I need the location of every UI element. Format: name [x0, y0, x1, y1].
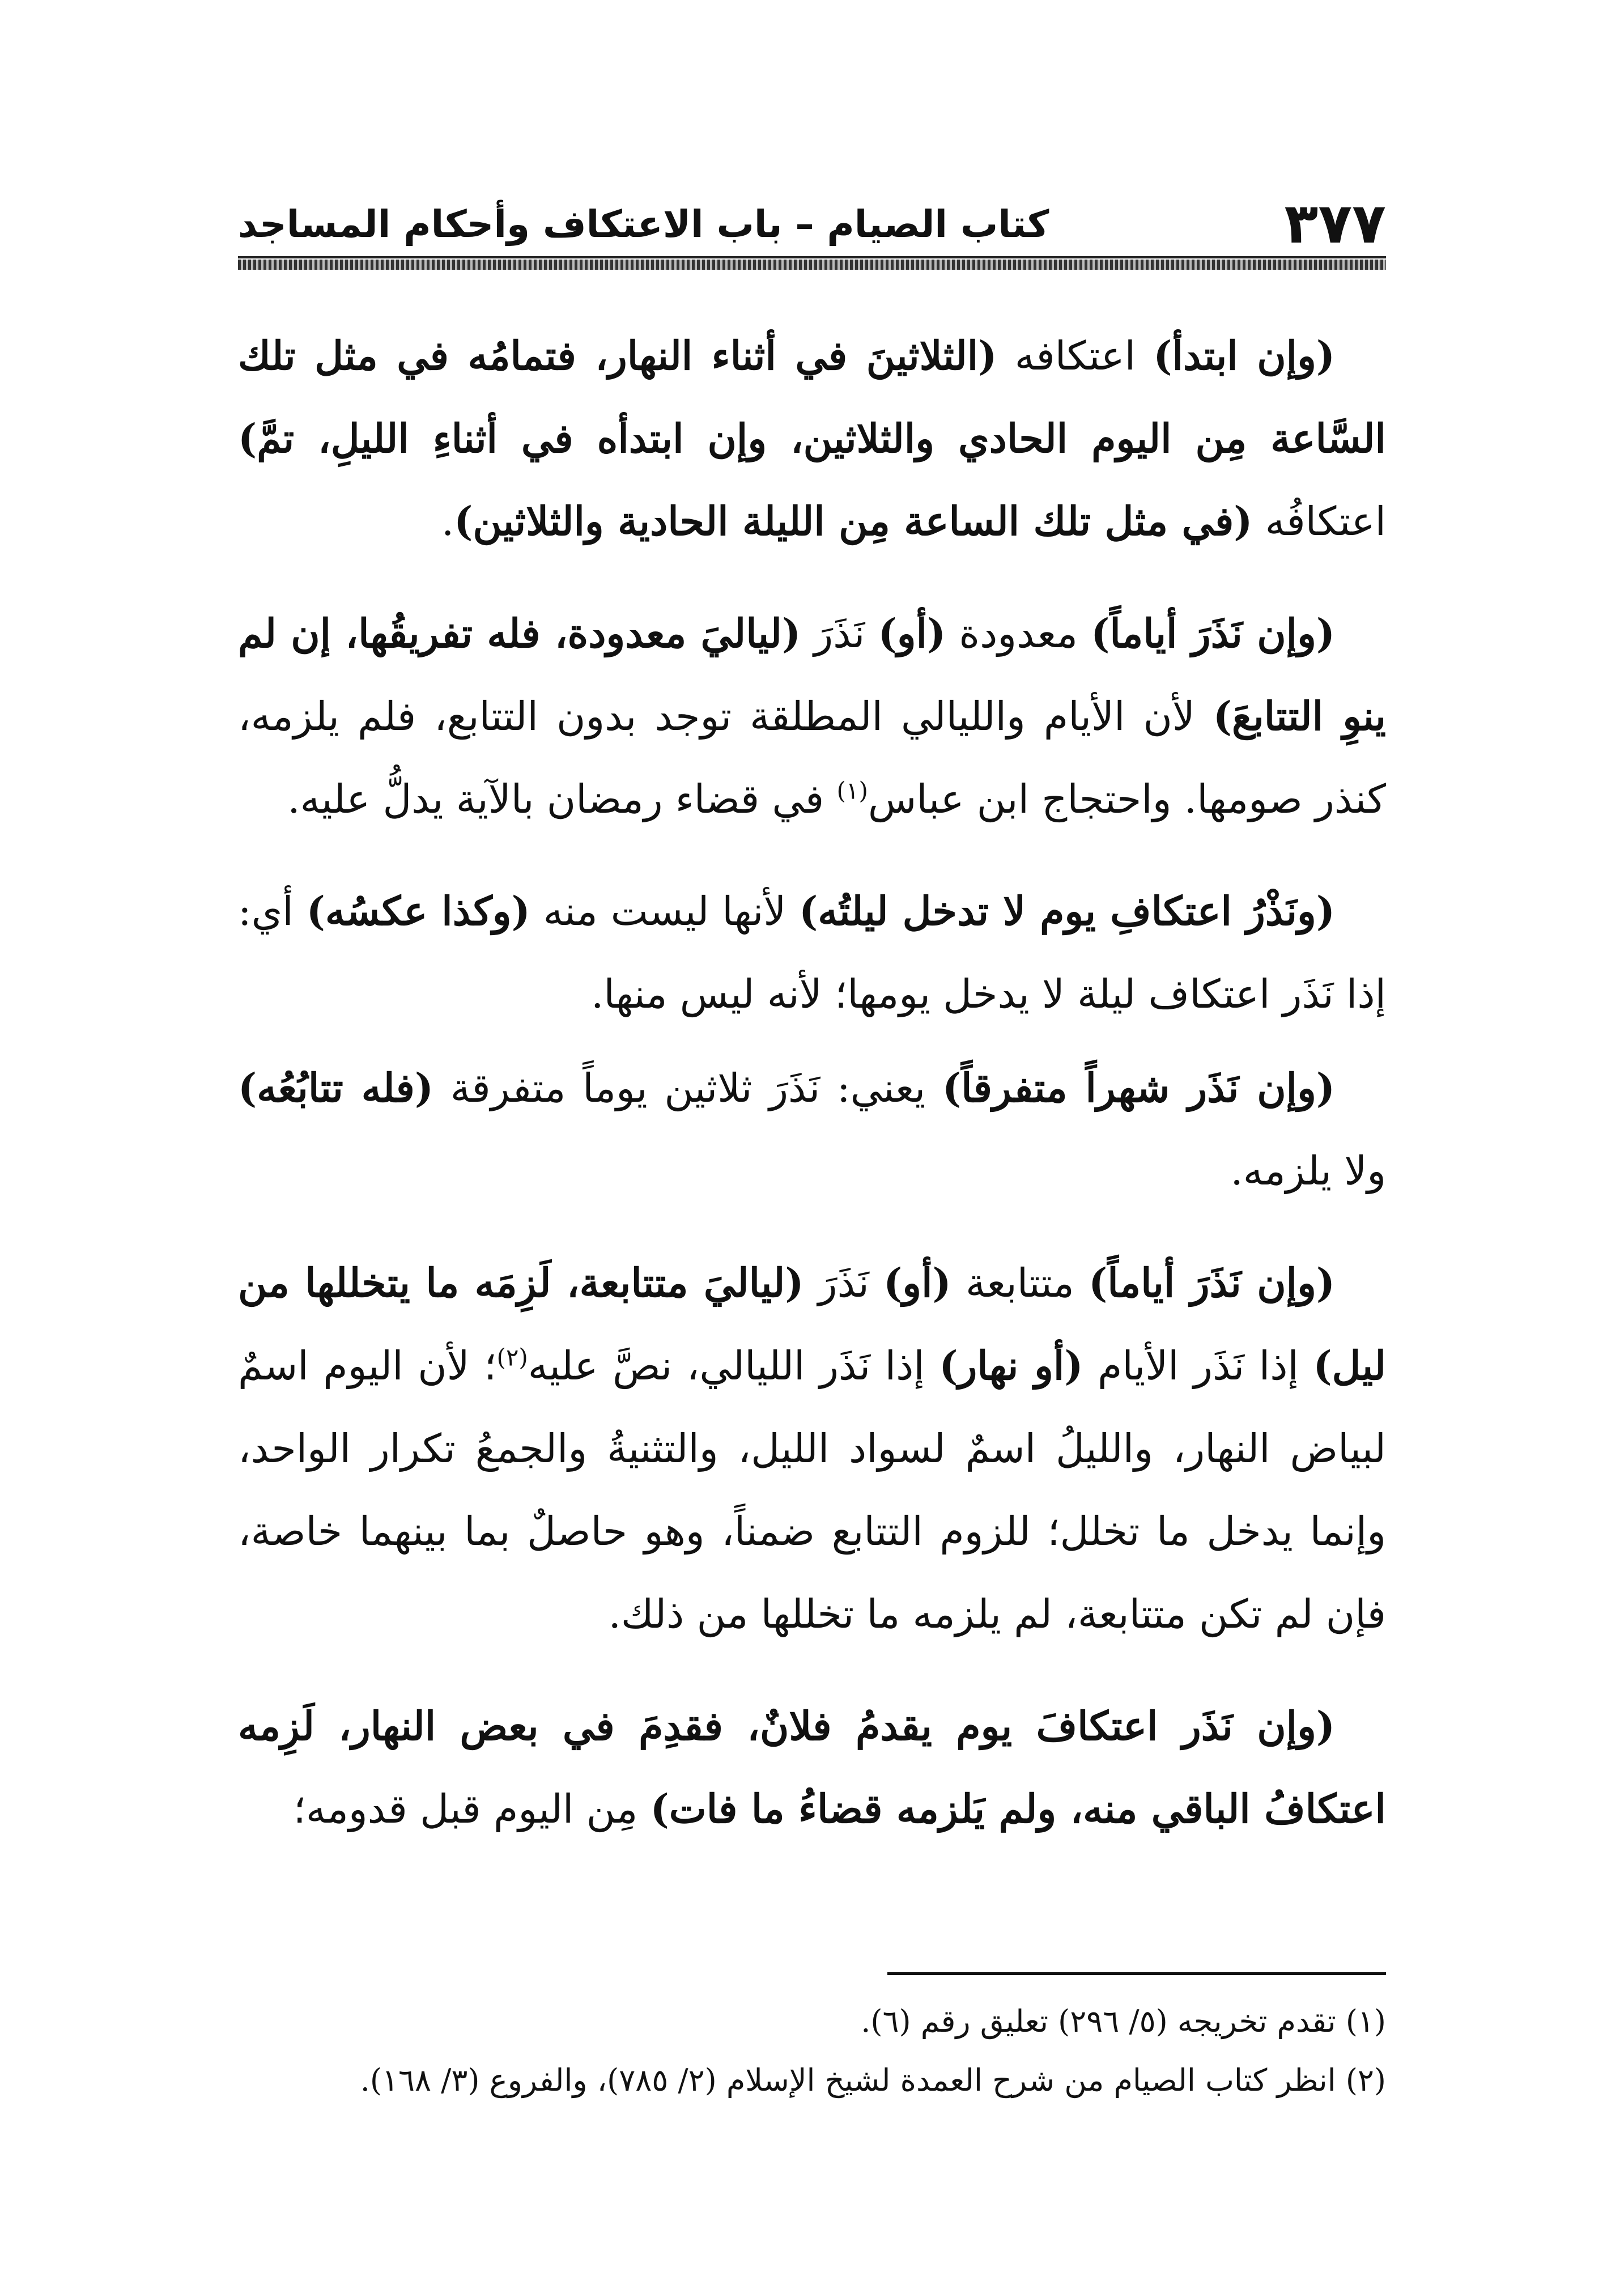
- page-number: ٣٧٧: [1284, 192, 1386, 256]
- sharh-text: معدودة: [946, 610, 1091, 657]
- footnote: [238, 2051, 1386, 2110]
- main-text: [238, 315, 1386, 1880]
- paragraph: [238, 870, 1386, 1035]
- matn-text: (أو): [878, 610, 946, 657]
- matn-text: (لياليَ معدودة، فله تفريقُها، إن لم ينوِ التتابعَ): [238, 610, 1386, 740]
- matn-text: (وإن نَذَرَ أياماً): [1089, 1259, 1335, 1306]
- paragraph: [238, 1685, 1386, 1850]
- matn-text: (لياليَ متتابعة، لَزِمَه ما يتخللها من ليل): [238, 1259, 1387, 1389]
- footnote-text: انظر كتاب الصيام من شرح العمدة لشيخ الإسلام (٢/ ٧٨٥)، والفروع (٣/ ١٦٨).: [360, 2062, 1336, 2098]
- matn-text: (وكذا عكسُه): [306, 888, 530, 935]
- paragraph: [238, 1047, 1386, 1212]
- sharh-text: إذا نَذَر الأيام: [1083, 1343, 1313, 1389]
- running-header: [238, 187, 1386, 261]
- footnote: [238, 1992, 1386, 2051]
- matn-text: (في مثل تلك الساعة مِن الليلة الحادية والثلاثين): [454, 498, 1253, 545]
- matn-text: (وإن نَذَر اعتكافَ يوم يقدمُ فلانٌ، فقدِمَ في بعض النهار، لَزِمه اعتكافُ الباقي منه، ولم يَلزمه قضاءُ ما فات): [238, 1702, 1386, 1832]
- sharh-text: إذا نَذَر الليالي، نصَّ عليه: [528, 1343, 939, 1389]
- sharh-text: لأن الأيام والليالي المطلقة توجد بدون التتابع، فلم يلزمه، كنذر صومها. واحتجاج ابن عباس: [238, 693, 1386, 822]
- footnote-marker: (١): [836, 776, 868, 805]
- paragraph: [238, 1242, 1386, 1655]
- footnote-text: تقدم تخريجه (٥/ ٢٩٦) تعليق رقم (٦).: [861, 2003, 1336, 2039]
- sharh-text: اعتكافُه: [1252, 498, 1386, 545]
- matn-text: (وإن نَذَرَ أياماً): [1091, 610, 1336, 657]
- sharh-text: لأنها ليست منه: [530, 888, 800, 935]
- header-divider: [238, 260, 1386, 270]
- footnote-number: (١): [1345, 2003, 1386, 2039]
- sharh-text: نَذَرَ: [804, 1260, 884, 1306]
- matn-text: (وإن نَذَر شهراً متفرقاً): [942, 1064, 1335, 1111]
- sharh-text: في قضاء رمضان بالآية يدلُّ عليه.: [287, 776, 837, 822]
- matn-text: (الثلاثينَ في أثناء النهار، فتمامُه في مثل تلك السَّاعة مِن اليوم الحادي والثلاثين، وإن ابتدأه في أثناءِ الليلِ، تمَّ): [238, 332, 1386, 462]
- matn-text: (ونَذْرُ اعتكافِ يوم لا تدخل ليلتُه): [799, 888, 1335, 935]
- sharh-text: يعني: نَذَرَ ثلاثين يوماً متفرقة: [433, 1065, 943, 1111]
- sharh-text: .: [441, 498, 454, 545]
- matn-text: (وإن ابتدأ): [1153, 332, 1335, 379]
- matn-text: (أو نهار): [939, 1342, 1083, 1389]
- footnote-number: (٢): [1345, 2062, 1386, 2098]
- matn-text: (أو): [883, 1259, 951, 1306]
- running-header-title: كتاب الصيام – باب الاعتكاف وأحكام المساجد: [238, 202, 1049, 246]
- sharh-text: متتابعة: [951, 1260, 1089, 1306]
- matn-text: (فله تتابُعُه): [238, 1064, 433, 1111]
- footnote-divider: [887, 1972, 1386, 1975]
- paragraph: [238, 592, 1386, 840]
- sharh-text: مِن اليوم قبل قدومه؛: [293, 1786, 651, 1832]
- footnotes: [238, 1992, 1386, 2110]
- sharh-text: ولا يلزمه.: [1230, 1148, 1386, 1194]
- sharh-text: أي: إذا نَذَر اعتكاف ليلة لا يدخل يومها؛ لأنه ليس منها.: [238, 888, 1386, 1017]
- paragraph: [238, 315, 1386, 563]
- sharh-text: نَذَرَ: [801, 610, 878, 657]
- sharh-text: اعتكافه: [997, 333, 1154, 379]
- sharh-text: ؛ لأن اليوم اسمٌ لبياض النهار، والليلُ اسمٌ لسواد الليل، والتثنيةُ والجمعُ تكرار الواحد، وإنما يدخل ما تخلل؛ للزوم التتابع ضمناً، وهو حاصلٌ بما بينهما خاصة، فإن لم تكن متتابعة، لم يلزمه ما تخللها من ذلك.: [238, 1343, 1386, 1637]
- footnote-marker: (٢): [496, 1343, 528, 1371]
